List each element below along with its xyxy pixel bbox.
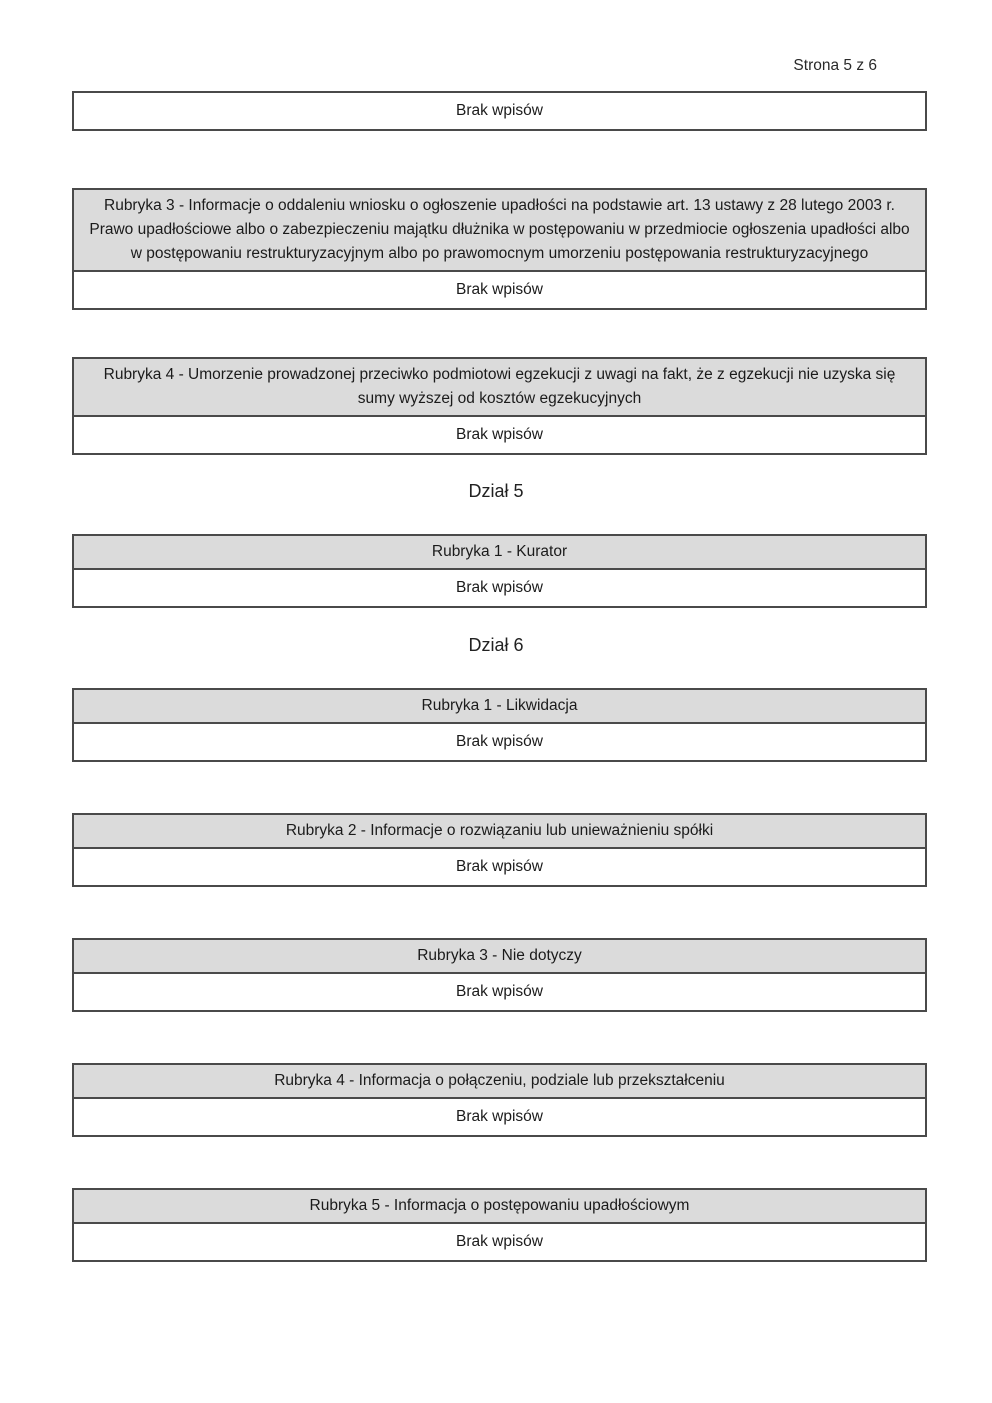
dzial5-rubryka-1-title: Rubryka 1 - Kurator xyxy=(74,536,925,570)
dzial6-rubryka-5-title: Rubryka 5 - Informacja o postępowaniu upadłościowym xyxy=(74,1190,925,1224)
dzial6-rubryka-2-box xyxy=(72,813,927,887)
dzial6-rubryka-3-entry: Brak wpisów xyxy=(74,974,925,1010)
dzial6-rubryka-4-title: Rubryka 4 - Informacja o połączeniu, podziale lub przekształceniu xyxy=(74,1065,925,1099)
dzial6-rubryka-4-entry: Brak wpisów xyxy=(74,1099,925,1135)
rubryka-3-entry: Brak wpisów xyxy=(74,272,925,308)
section-heading-dzial-5: Dział 5 xyxy=(468,481,524,501)
dzial5-rubryka-1-box xyxy=(72,534,927,608)
dzial6-rubryka-1-entry: Brak wpisów xyxy=(74,724,925,760)
dzial6-rubryka-5-box xyxy=(72,1188,927,1262)
dzial6-rubryka-1-title: Rubryka 1 - Likwidacja xyxy=(74,690,925,724)
section-heading-dzial-6: Dział 6 xyxy=(468,635,524,655)
dzial5-rubryka-1-entry: Brak wpisów xyxy=(74,570,925,606)
dzial6-rubryka-2-entry: Brak wpisów xyxy=(74,849,925,885)
rubryka-4-title: Rubryka 4 - Umorzenie prowadzonej przeciwko podmiotowi egzekucji z uwagi na fakt, że z egzekucji nie uzyska się sumy wyższej od kosztów egzekucyjnych xyxy=(74,359,925,417)
dzial6-rubryka-3-title: Rubryka 3 - Nie dotyczy xyxy=(74,940,925,974)
no-entries-box xyxy=(72,91,927,131)
rubryka-4-entry: Brak wpisów xyxy=(74,417,925,453)
rubryka-4-box xyxy=(72,357,927,455)
dzial6-rubryka-1-box xyxy=(72,688,927,762)
page-number-label: Strona 5 z 6 xyxy=(793,57,877,74)
no-entries-text: Brak wpisów xyxy=(74,93,925,129)
dzial6-rubryka-3-box xyxy=(72,938,927,1012)
dzial6-rubryka-5-entry: Brak wpisów xyxy=(74,1224,925,1260)
rubryka-3-box xyxy=(72,188,927,310)
dzial6-rubryka-2-title: Rubryka 2 - Informacje o rozwiązaniu lub unieważnieniu spółki xyxy=(74,815,925,849)
rubryka-3-title: Rubryka 3 - Informacje o oddaleniu wniosku o ogłoszenie upadłości na podstawie art. 13 ustawy z 28 lutego 2003 r. Prawo upadłościowe albo o zabezpieczeniu majątku dłużnika w postępowaniu w przedmiocie ogłoszenia upadłości albo w postępowaniu restrukturyzacyjnym albo po prawomocnym umorzeniu postępowania restrukturyzacyjnego xyxy=(74,190,925,272)
dzial6-rubryka-4-box xyxy=(72,1063,927,1137)
